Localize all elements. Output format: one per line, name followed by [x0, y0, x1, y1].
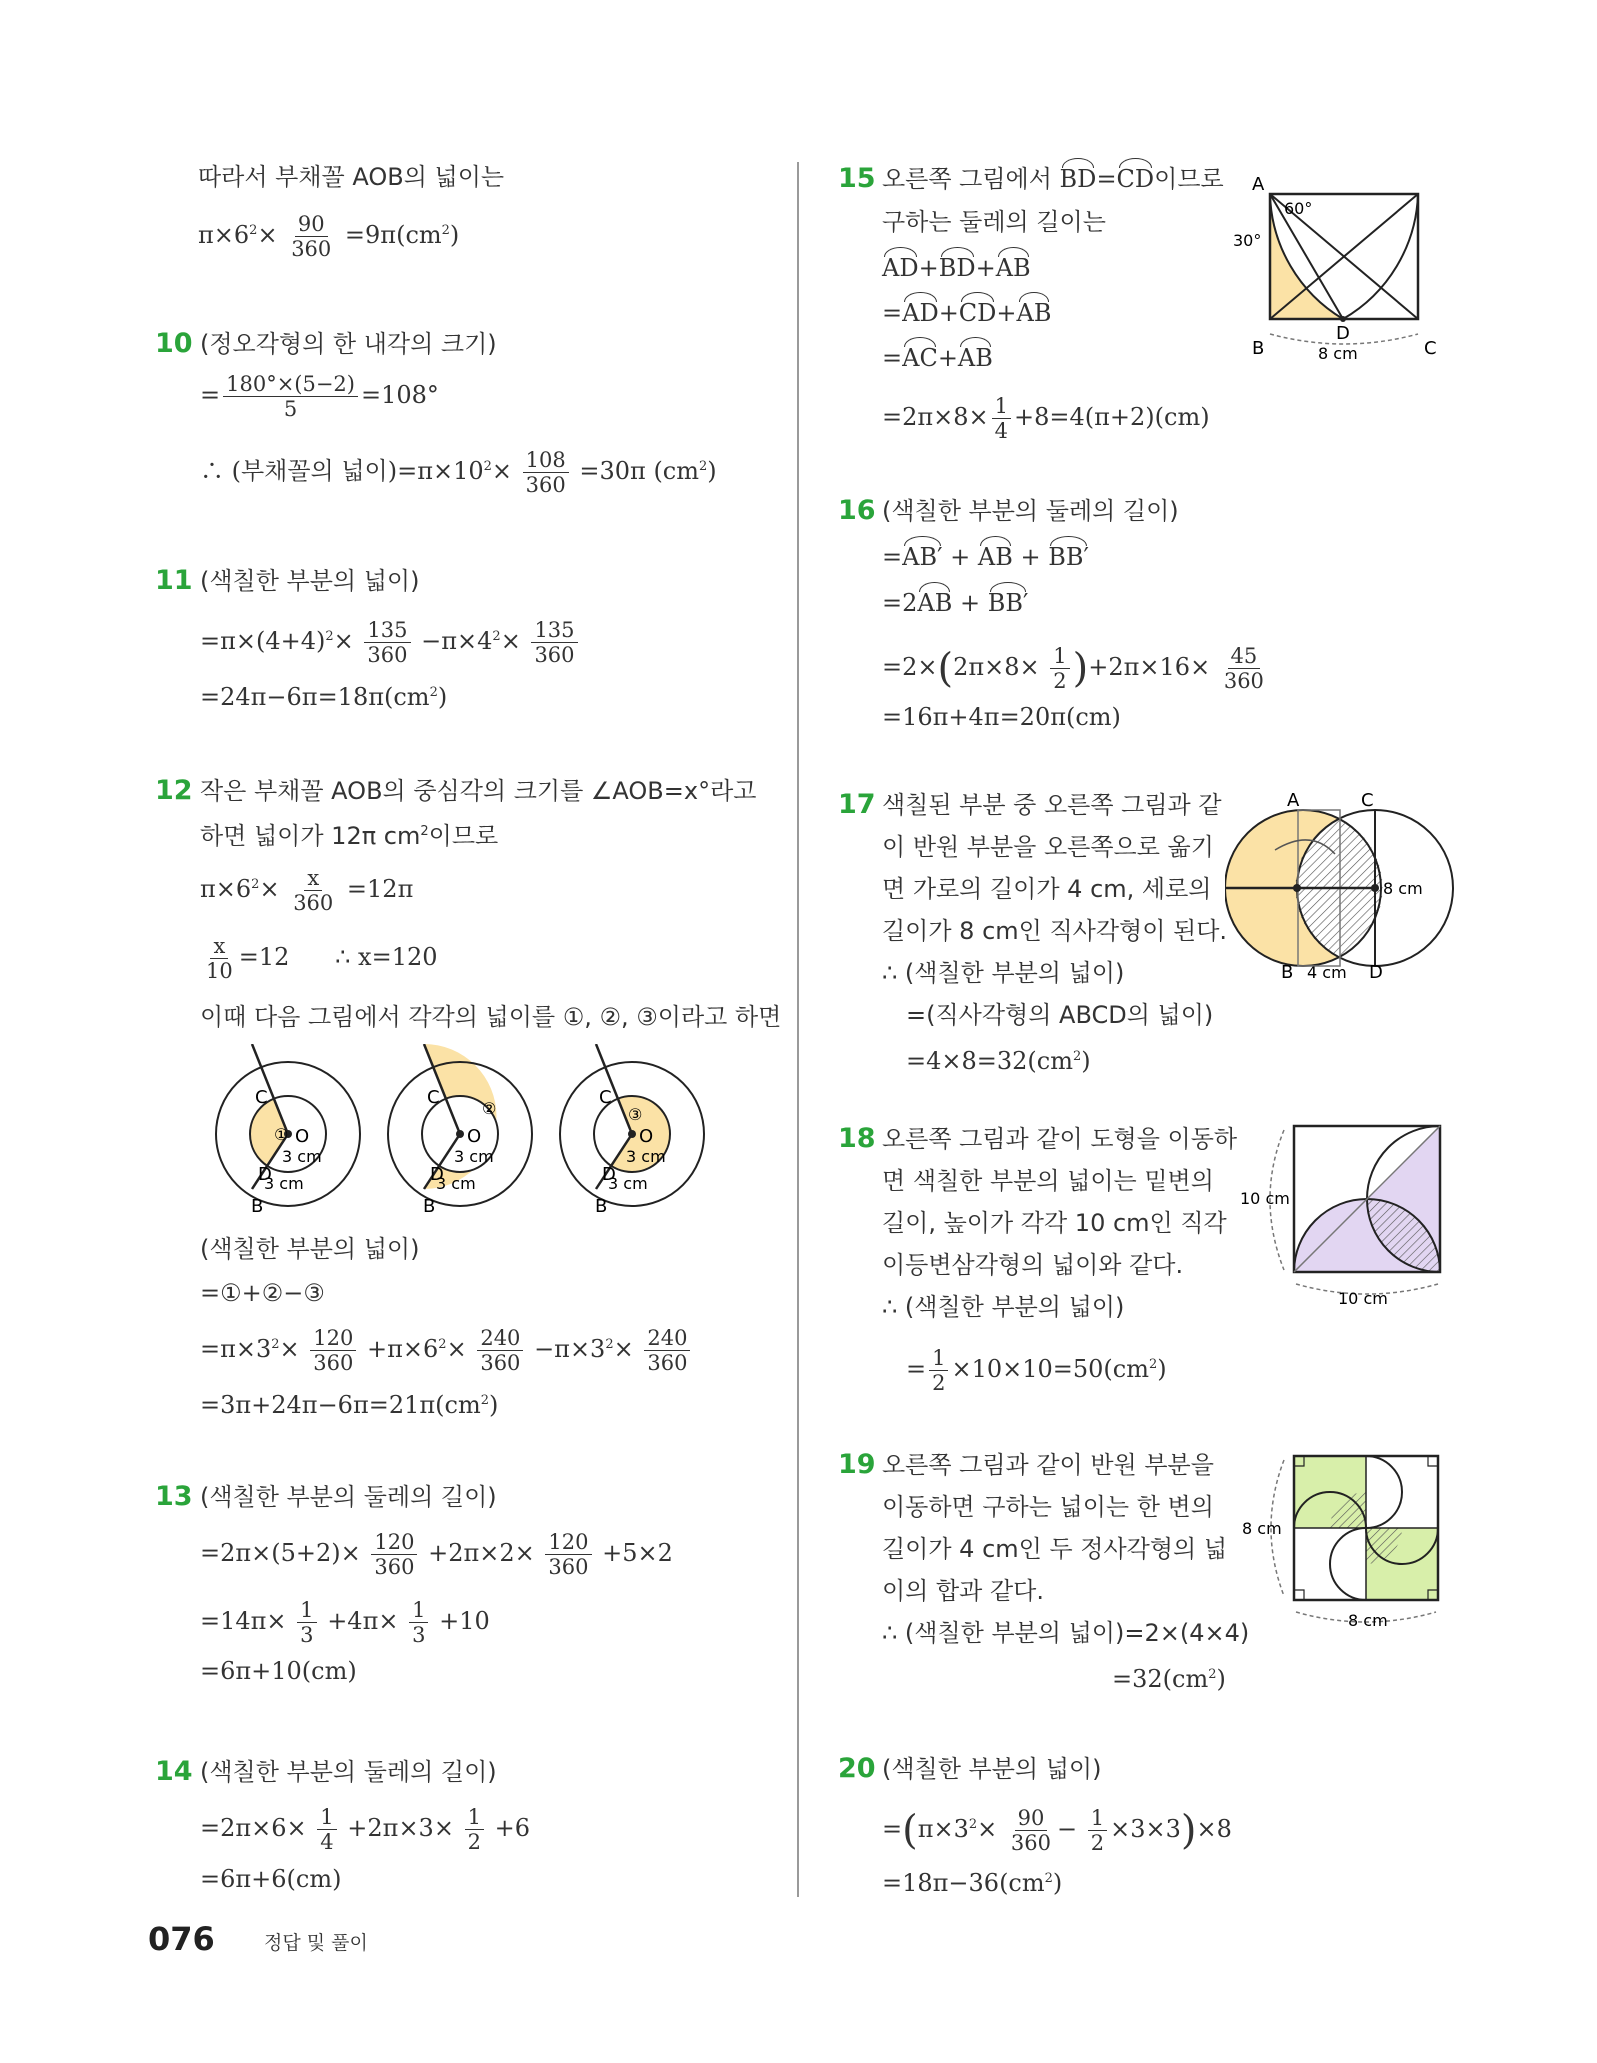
svg-text:3 cm: 3 cm	[626, 1147, 666, 1166]
p9-line1: 따라서 부채꼴 AOB의 넓이는	[198, 163, 505, 191]
p11-equation2: $=24\pi-6\pi=18\pi(cm^2)$	[200, 683, 448, 711]
p12-equation4: $=3\pi+24\pi-6\pi=21\pi(cm^2)$	[200, 1391, 499, 1419]
p13-equation3: =6π+10(cm)	[200, 1657, 357, 1685]
p17-line2: 이 반원 부분을 오른쪽으로 옮기	[882, 833, 1214, 861]
p11-equation1: $=\pi\times(4+4)^2\times$ $\frac{135}{360}$ $-\pi\times 4^2\times$ $\frac{135}{360}$	[200, 618, 581, 667]
svg-text:C: C	[1424, 338, 1437, 359]
problem-number-14: 14	[155, 1756, 193, 1787]
svg-text:C: C	[427, 1087, 440, 1108]
p17-figure	[1225, 790, 1455, 985]
svg-text:3 cm: 3 cm	[436, 1174, 476, 1193]
p12-figure-1	[216, 1044, 360, 1217]
problem-number-19: 19	[838, 1449, 876, 1480]
svg-text:D: D	[1336, 323, 1350, 344]
svg-text:60°: 60°	[1284, 199, 1313, 218]
p9-equation: $\pi\times 6^2\times$ $\frac{90}{360}$ $=9\pi(cm^2)$	[198, 212, 460, 261]
page-number: 076	[148, 1920, 215, 1958]
svg-text:10 cm: 10 cm	[1240, 1189, 1290, 1208]
p17-line3: 면 가로의 길이가 4 cm, 세로의	[882, 875, 1212, 903]
problem-number-11: 11	[155, 565, 193, 596]
svg-text:C: C	[599, 1087, 612, 1108]
p12-equation2: $\frac{x}{10}$ =12 ∴ x=120	[206, 934, 438, 983]
p15-line3: AD+BD+AB	[882, 251, 1031, 285]
p15-line4: =AD+CD+AB	[882, 296, 1051, 330]
p15-line5: =AC+AB	[882, 341, 993, 375]
p17-line4: 길이가 8 cm인 직사각형이 된다.	[882, 917, 1228, 945]
svg-text:B: B	[595, 1196, 608, 1217]
svg-text:8 cm: 8 cm	[1383, 879, 1423, 898]
p13-equation1: =2π×(5+2)× $\frac{120}{360}$ +2π×2× $\frac{120}{360}$ +5×2	[200, 1530, 673, 1579]
p20-equation2: $=18\pi-36(cm^2)$	[882, 1869, 1063, 1897]
p12-figure	[190, 1044, 730, 1226]
p18-line6: = $\frac{1}{2}$ $\times 10\times 10=50(cm^2)$	[906, 1346, 1167, 1395]
svg-text:8 cm: 8 cm	[1242, 1519, 1282, 1538]
p16-line1: (색칠한 부분의 둘레의 길이)	[882, 497, 1179, 525]
p12-figure-2	[388, 1044, 532, 1217]
p12-equation1: $\pi\times 6^2\times$ $\frac{x}{360}$ =12π	[200, 866, 414, 915]
p18-figure	[1240, 1120, 1445, 1310]
svg-text:10 cm: 10 cm	[1338, 1289, 1388, 1308]
p19-line4: 이의 합과 같다.	[882, 1577, 1044, 1605]
svg-text:A: A	[1287, 790, 1300, 811]
svg-text:①: ①	[274, 1125, 289, 1144]
p16-line3: =2AB + BB′	[882, 586, 1028, 620]
p18-line4: 이등변삼각형의 넓이와 같다.	[882, 1251, 1184, 1279]
svg-text:D: D	[602, 1164, 616, 1185]
p19-line5: ∴ (색칠한 부분의 넓이)=2×(4×4)	[882, 1619, 1250, 1647]
p12-line1: 작은 부채꼴 AOB의 중심각의 크기를 ∠AOB=x°라고	[200, 777, 757, 805]
svg-text:8 cm: 8 cm	[1348, 1611, 1388, 1630]
svg-text:B: B	[1281, 962, 1294, 983]
p17-line5: ∴ (색칠한 부분의 넓이)	[882, 959, 1125, 987]
p19-line6: $=32(cm^2)$	[1112, 1665, 1226, 1693]
p16-line4: =2×(2π×8× $\frac{1}{2}$ )+2π×16× $\frac{45}{360}$	[882, 644, 1264, 693]
column-divider	[797, 162, 799, 1897]
problem-number-20: 20	[838, 1753, 876, 1784]
p10-equation2: ∴ (부채꼴의 넓이)$=\pi\times 10^2\times$ $\frac{108}{360}$ =30π $(cm^2)$	[200, 448, 717, 497]
p16-line5: =16π+4π=20π(cm)	[882, 703, 1121, 731]
svg-text:B: B	[423, 1196, 436, 1217]
p17-line1: 색칠된 부분 중 오른쪽 그림과 같	[882, 791, 1222, 819]
p19-line1: 오른쪽 그림과 같이 반원 부분을	[882, 1451, 1214, 1479]
p12-line2: 하면 넓이가 12π $cm^2$이므로	[200, 822, 499, 850]
footer-label: 정답 및 풀이	[264, 1932, 368, 1954]
p18-line1: 오른쪽 그림과 같이 도형을 이동하	[882, 1125, 1238, 1153]
problem-number-12: 12	[155, 775, 193, 806]
p14-equation1: =2π×6× $\frac{1}{4}$ +2π×3× $\frac{1}{2}$ +6	[200, 1805, 530, 1854]
p19-figure	[1240, 1448, 1445, 1638]
p17-line6: =(직사각형의 ABCD의 넓이)	[906, 1001, 1214, 1029]
p10-line1: (정오각형의 한 내각의 크기)	[200, 330, 497, 358]
p12-line7: =①+②−③	[200, 1279, 325, 1307]
p13-equation2: =14π× $\frac{1}{3}$ +4π× $\frac{1}{3}$ +10	[200, 1598, 490, 1647]
p12-line6: (색칠한 부분의 넓이)	[200, 1235, 420, 1263]
problem-number-17: 17	[838, 789, 876, 820]
problem-number-15: 15	[838, 163, 876, 194]
svg-text:B: B	[251, 1196, 264, 1217]
p12-line5: 이때 다음 그림에서 각각의 넓이를 ①, ②, ③이라고 하면	[200, 1003, 782, 1031]
p18-line2: 면 색칠한 부분의 넓이는 밑변의	[882, 1167, 1214, 1195]
p17-line7: $=4\times 8=32(cm^2)$	[906, 1047, 1091, 1075]
svg-text:③: ③	[628, 1105, 643, 1124]
p15-line1: 오른쪽 그림에서 BD=CD이므로	[882, 162, 1224, 196]
svg-text:②: ②	[482, 1099, 497, 1118]
problem-number-16: 16	[838, 495, 876, 526]
p14-line1: (색칠한 부분의 둘레의 길이)	[200, 1758, 497, 1786]
p12-equation3: $=\pi\times 3^2\times$ $\frac{120}{360}$ $+\pi\times 6^2\times$ $\frac{240}{360}$ $-\pi\times 3^2\times$ $\frac{240}{360}$	[200, 1326, 693, 1375]
p15-line2: 구하는 둘레의 길이는	[882, 208, 1106, 236]
svg-text:D: D	[430, 1164, 444, 1185]
p20-equation1: $=(\pi\times 3^2\times$ $\frac{90}{360}$ − $\frac{1}{2}$ ×3×3)×8	[882, 1806, 1232, 1855]
p19-line3: 길이가 4 cm인 두 정사각형의 넓	[882, 1535, 1228, 1563]
p20-line1: (색칠한 부분의 넓이)	[882, 1755, 1102, 1783]
svg-text:8 cm: 8 cm	[1318, 344, 1358, 363]
p16-line2: =AB′ + AB + BB′	[882, 540, 1089, 574]
svg-text:O: O	[467, 1126, 482, 1147]
p19-line2: 이동하면 구하는 넓이는 한 변의	[882, 1493, 1214, 1521]
p14-equation2: =6π+6(cm)	[200, 1865, 342, 1893]
svg-text:O: O	[639, 1126, 654, 1147]
p12-figure-3	[560, 1044, 704, 1217]
p13-line1: (색칠한 부분의 둘레의 길이)	[200, 1483, 497, 1511]
p18-line5: ∴ (색칠한 부분의 넓이)	[882, 1293, 1125, 1321]
p15-figure	[1228, 168, 1443, 368]
svg-text:3 cm: 3 cm	[608, 1174, 648, 1193]
p11-line1: (색칠한 부분의 넓이)	[200, 567, 420, 595]
svg-text:3 cm: 3 cm	[454, 1147, 494, 1166]
svg-text:C: C	[255, 1087, 268, 1108]
svg-text:3 cm: 3 cm	[282, 1147, 322, 1166]
problem-number-10: 10	[155, 328, 193, 359]
svg-text:D: D	[1369, 962, 1383, 983]
p15-line6: =2π×8× $\frac{1}{4}$ +8=4(π+2)(cm)	[882, 394, 1210, 443]
svg-text:O: O	[295, 1126, 310, 1147]
p10-equation1: = $\frac{180^\circ\times(5-2)}{5}$ =108°	[200, 372, 439, 421]
svg-text:30°: 30°	[1233, 231, 1262, 250]
svg-text:A: A	[1252, 174, 1265, 195]
problem-number-13: 13	[155, 1481, 193, 1512]
svg-text:4 cm: 4 cm	[1307, 963, 1347, 982]
svg-text:C: C	[1361, 790, 1374, 811]
svg-text:B: B	[1252, 338, 1265, 359]
p18-line3: 길이, 높이가 각각 10 cm인 직각	[882, 1209, 1227, 1237]
problem-number-18: 18	[838, 1123, 876, 1154]
svg-text:D: D	[258, 1164, 272, 1185]
svg-text:3 cm: 3 cm	[264, 1174, 304, 1193]
